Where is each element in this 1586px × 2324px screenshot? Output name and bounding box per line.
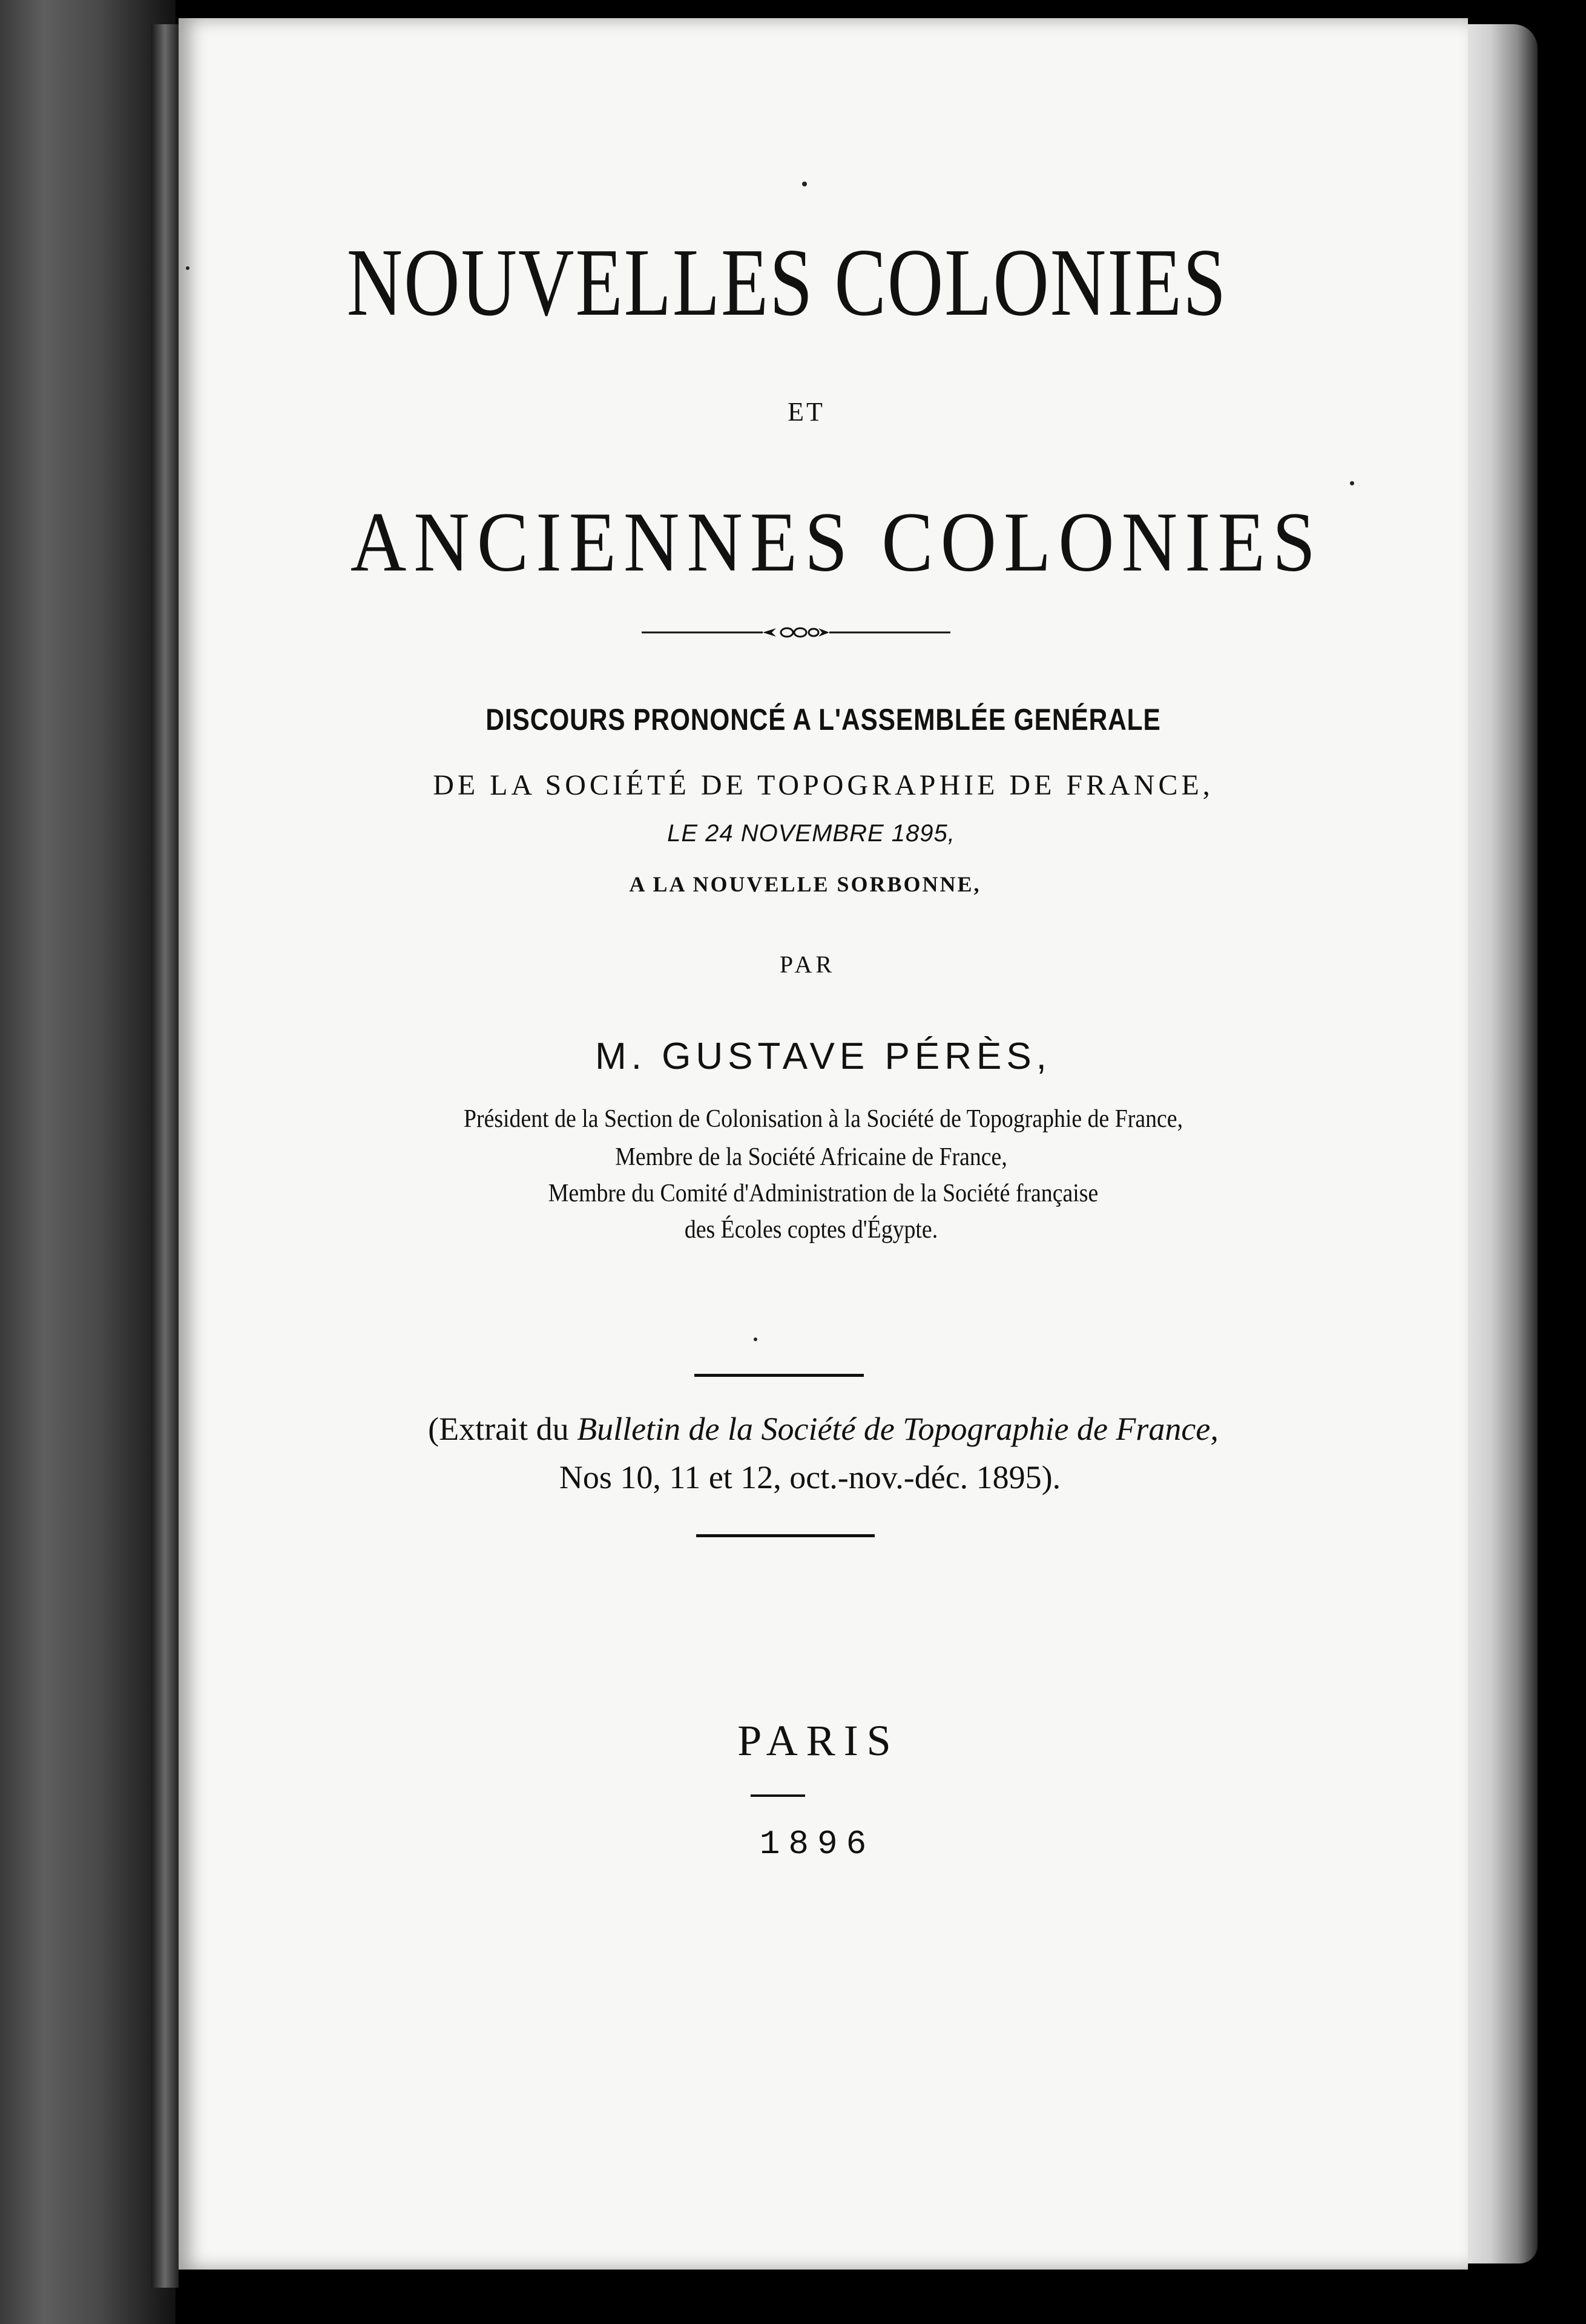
extract-line-2: Nos 10, 11 et 12, oct.-nov.-déc. 1895). <box>559 1459 1061 1495</box>
imprint-place: PARIS <box>737 1716 900 1765</box>
imprint-year: 1896 <box>759 1825 875 1863</box>
extract-prefix: (Extrait du <box>428 1411 577 1447</box>
book-spine <box>0 0 176 2324</box>
society-line: DE LA SOCIÉTÉ DE TOPOGRAPHIE DE FRANCE, <box>433 769 1214 801</box>
short-divider-rule <box>751 1794 805 1797</box>
title-conjunction: ET <box>788 397 825 427</box>
author-role: Membre du Comité d'Administration de la Société française <box>548 1180 1099 1207</box>
by-line: PAR <box>779 951 836 978</box>
author-name: M. GUSTAVE PÉRÈS, <box>595 1036 1051 1077</box>
title-line-1: NOUVELLES COLONIES <box>346 228 1228 336</box>
divider-rule <box>696 1534 875 1537</box>
speech-heading: DISCOURS PRONONCÉ A L'ASSEMBLÉE GENÉRALE <box>485 703 1161 737</box>
extract-line-1 <box>179 1410 1468 1448</box>
author-role: Président de la Section de Colonisation à la Société de Topographie de France, <box>463 1105 1183 1133</box>
publication-title: Bulletin de la Société de Topographie de France, <box>577 1411 1219 1447</box>
divider-rule <box>694 1374 864 1377</box>
title-line-2: ANCIENNES COLONIES <box>350 494 1323 589</box>
author-role: Membre de la Société Africaine de France, <box>615 1143 1007 1171</box>
title-page <box>179 18 1468 2270</box>
venue-line: A LA NOUVELLE SORBONNE, <box>629 872 981 896</box>
ornamental-rule <box>642 623 950 642</box>
author-role: des Écoles coptes d'Égypte. <box>684 1216 938 1244</box>
binding-edge <box>151 24 179 2288</box>
page-stack-edge <box>1459 24 1538 2263</box>
date-line: LE 24 NOVEMBRE 1895, <box>667 820 955 847</box>
